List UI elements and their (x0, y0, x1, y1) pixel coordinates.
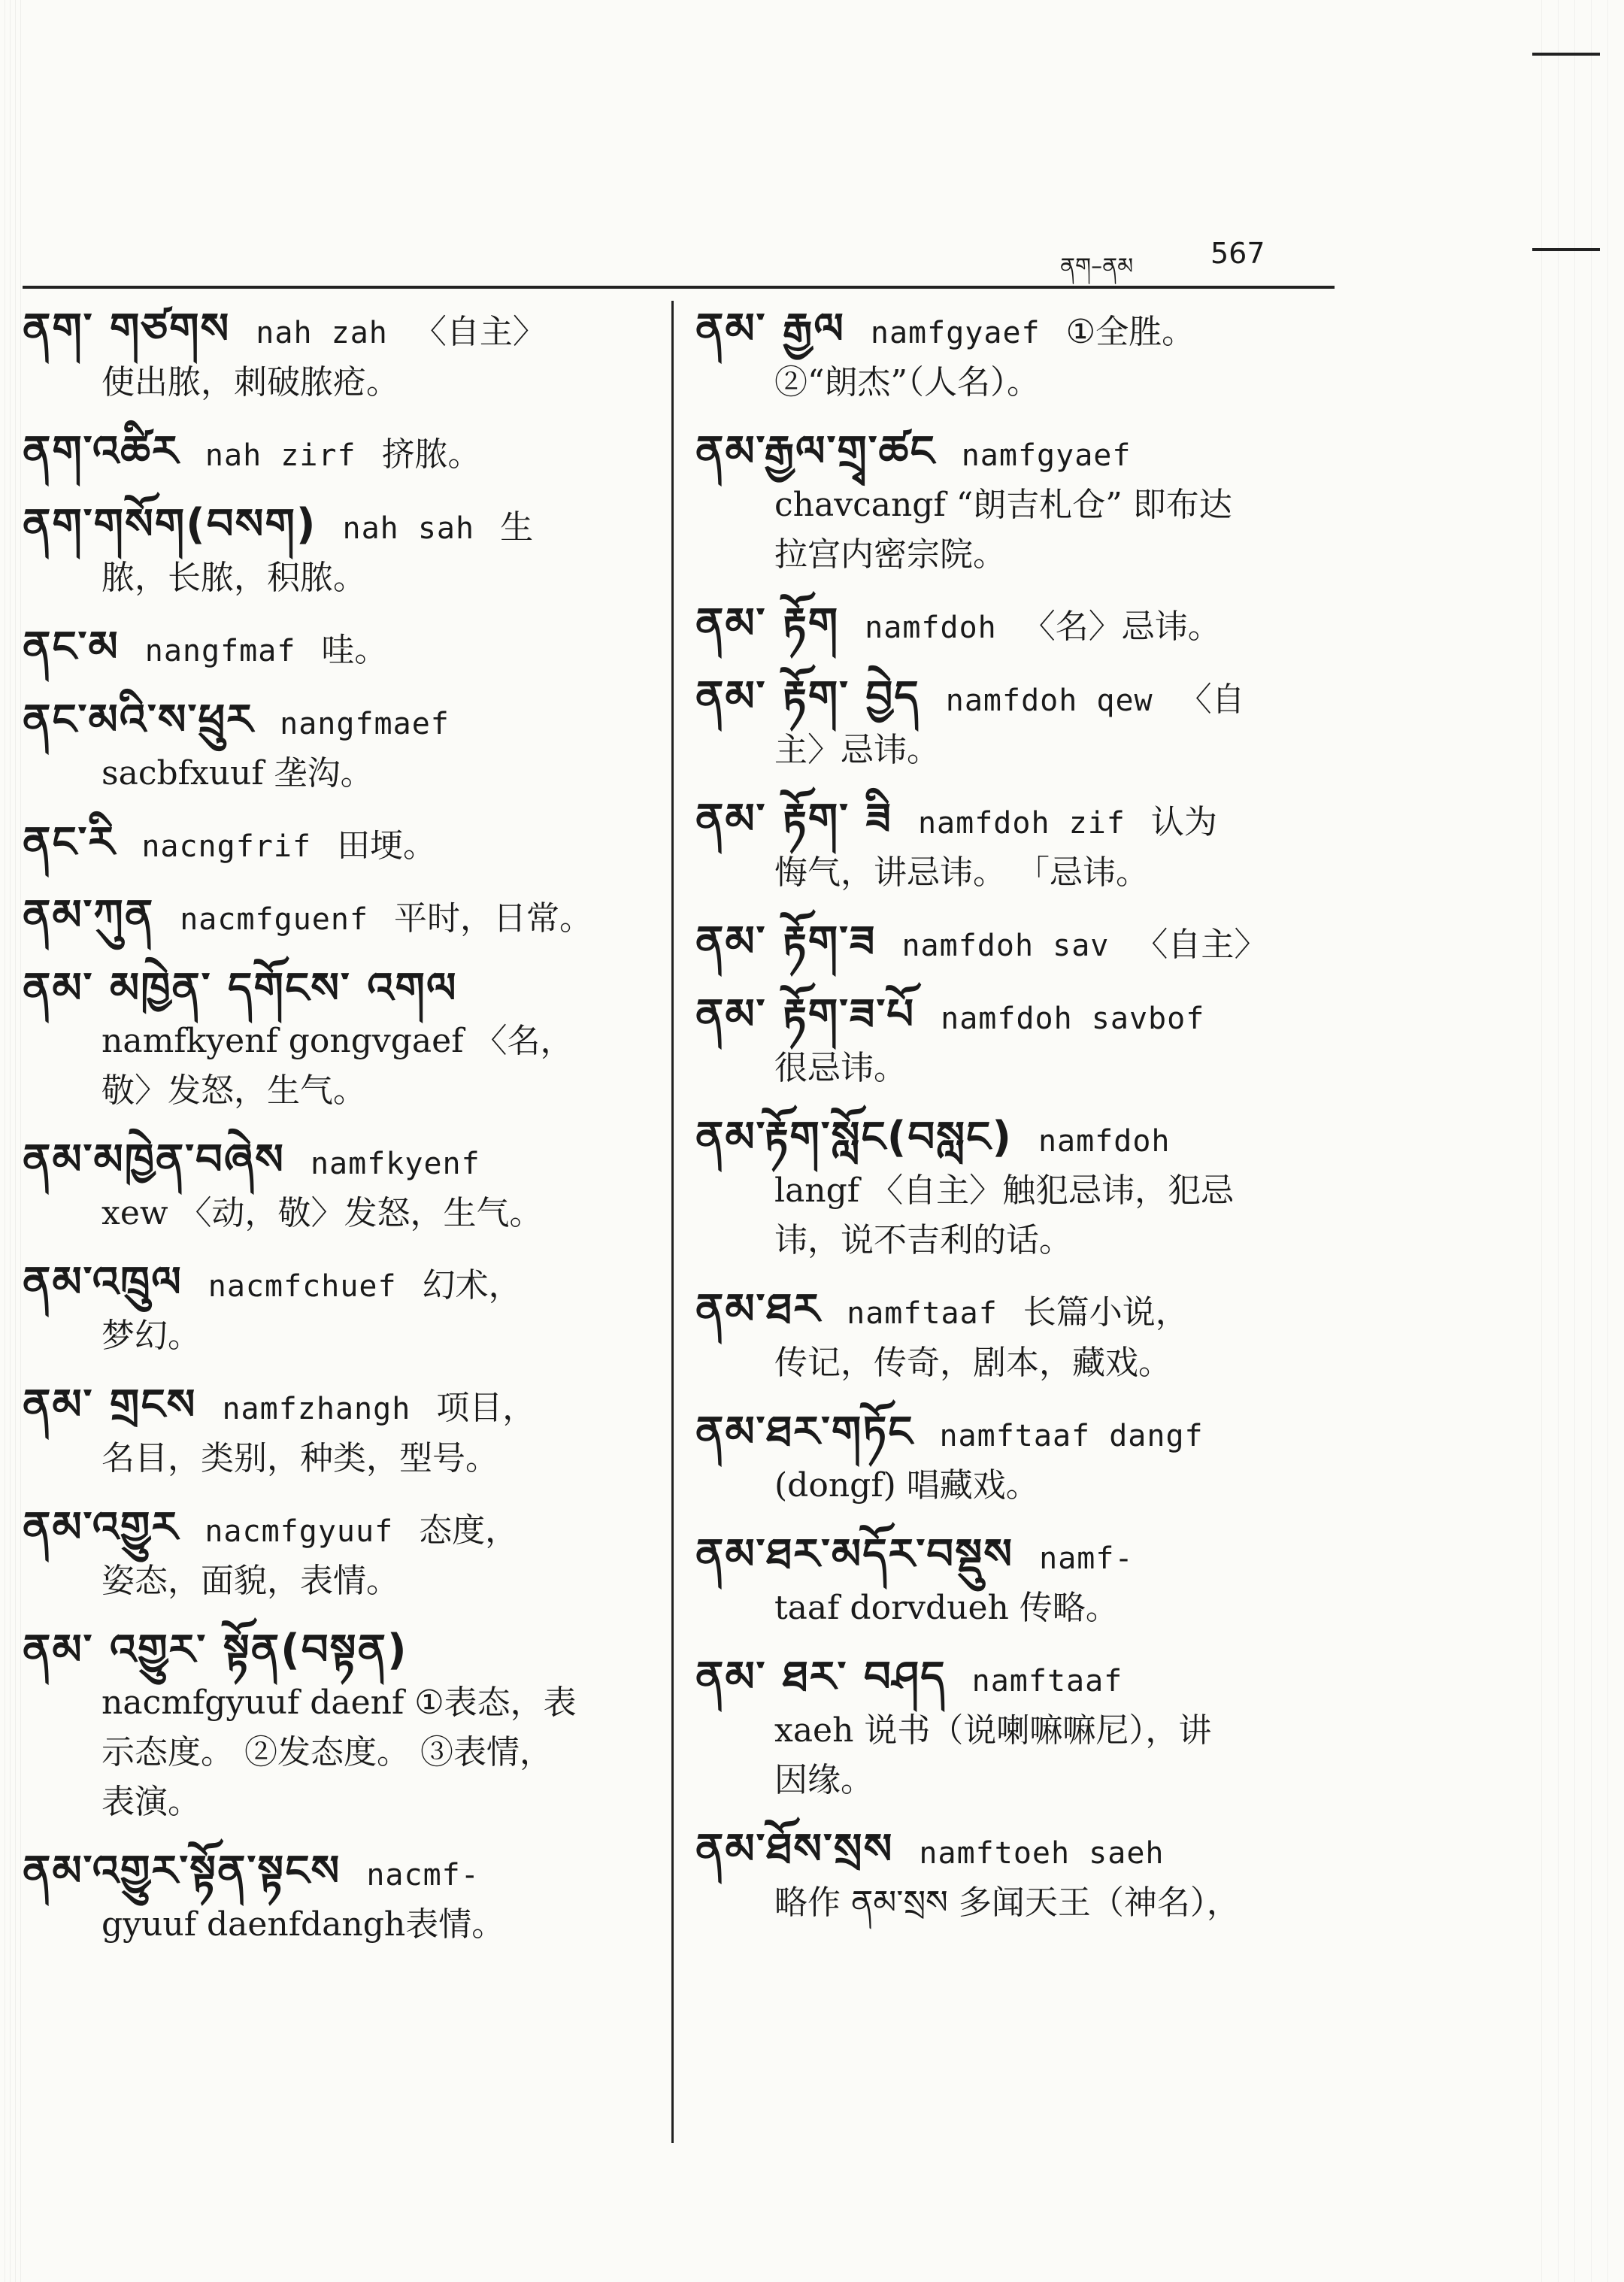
definition-continuation: 因缘。 (774, 1761, 874, 1799)
tibetan-headword: ནང་མའི་ས་ཕྲུར (23, 696, 255, 744)
dictionary-entry (23, 696, 647, 799)
definition: 〈自 (1178, 680, 1245, 719)
entry-headline (23, 427, 647, 480)
definition: 长篇小说， (1023, 1293, 1189, 1332)
romanization: namftoeh saeh (919, 1836, 1165, 1871)
definition-continuation: 很忌讳。 (774, 1049, 907, 1087)
definition-continuation: 梦幻。 (102, 1317, 201, 1355)
romanization: nah zirf (205, 438, 356, 473)
romanization: namftaaf (971, 1664, 1123, 1699)
header-range: ནག–ནམ (1060, 253, 1134, 280)
romanization: namfzhangh (222, 1392, 411, 1426)
romanization: namfdoh qew (945, 683, 1153, 718)
definition: 平时，日常。 (394, 899, 593, 938)
definition-continuation: taaf dorvdueh 传略。 (774, 1589, 1119, 1627)
page-number: 567 (1210, 237, 1265, 270)
scan-edge-left (0, 0, 23, 2282)
right-column (695, 305, 1331, 1947)
tibetan-headword: ནམ་ འགྱུར་ སྟོན(བསྟན) (23, 1626, 408, 1674)
entry-headline (695, 1408, 1331, 1461)
romanization: nacmf- (366, 1858, 480, 1893)
dictionary-entry (695, 990, 1331, 1093)
tibetan-headword: ནག་ གཙགས (23, 305, 231, 353)
dictionary-entry (23, 1503, 647, 1606)
romanization: namfkyenf (310, 1147, 480, 1181)
entry-headline (695, 599, 1331, 653)
definition-continuation: 略作 ནམ་སྲས 多闻天王（神名）， (774, 1883, 1240, 1922)
entry-headline (23, 964, 647, 1017)
definition-continuation: 姿态，面貌，表情。 (102, 1562, 399, 1600)
entry-headline (695, 305, 1331, 358)
definition-continuation: 使出脓，刺破脓疮。 (102, 363, 399, 402)
romanization: namf- (1039, 1541, 1134, 1576)
tibetan-headword: ནག་གསོག(བསག) (23, 500, 317, 549)
tibetan-headword: ནམ་ཐར་གཏོང (695, 1408, 914, 1456)
romanization: nangfmaef (280, 707, 450, 741)
definition: 态度， (419, 1511, 519, 1550)
dictionary-entry (695, 1653, 1331, 1805)
definition-continuation: namfkyenf gongvgaef 〈名， (102, 1022, 574, 1060)
tibetan-headword: ནམ་མཁྱེན་བཞེས (23, 1135, 285, 1184)
entry-headline (23, 891, 647, 944)
definition-continuation: 悔气，讲忌讳。 「忌讳。 (774, 853, 1149, 892)
dictionary-entry (695, 599, 1331, 653)
definition-continuation: ②“朗杰”（人名）。 (774, 363, 1040, 402)
page-header (1045, 237, 1361, 282)
dictionary-entry (695, 1530, 1331, 1633)
entry-headline (23, 1380, 647, 1434)
entry-headline (23, 696, 647, 749)
tibetan-headword: ནམ་འགྱུར (23, 1503, 180, 1552)
dictionary-entry (23, 1135, 647, 1238)
dictionary-entry (23, 1380, 647, 1483)
tibetan-headword: ནམ་ རྟོག་ ཟི (695, 795, 892, 844)
definition: 认为 (1150, 803, 1217, 841)
romanization: namfdoh (865, 611, 997, 645)
definition: 挤脓。 (381, 435, 481, 474)
tibetan-headword: ནམ་རྒྱལ་གྲྭ་ཚང (695, 427, 936, 476)
definition-continuation: 讳，说不吉利的话。 (774, 1221, 1072, 1259)
definition-continuation: xaeh 说书（说喇嘛嘛尼），讲 (774, 1711, 1212, 1750)
tibetan-headword: ནམ་ཐར་མདོར་བསྡུས (695, 1530, 1014, 1579)
dictionary-entry (23, 1626, 647, 1827)
entry-headline (23, 1503, 647, 1556)
tibetan-headword: ནམ་ མཁྱེན་ དགོངས་ འགལ (23, 964, 458, 1013)
romanization: namfgyaef (961, 438, 1132, 473)
entry-headline (695, 1653, 1331, 1706)
dictionary-entry (23, 1847, 647, 1950)
definition-continuation: 主〉忌讳。 (774, 731, 940, 769)
tibetan-headword: ནང་མ (23, 623, 120, 671)
tibetan-headword: ནམ་འགྱུར་སྟོན་སྟངས (23, 1847, 341, 1896)
left-column (23, 305, 647, 1969)
entry-headline (23, 500, 647, 553)
definition-continuation: nacmfgyuuf daenf ①表态，表 (102, 1683, 577, 1722)
romanization: namfdoh savbof (941, 1002, 1205, 1036)
tibetan-headword: ནམ་ རྟོག་ཟ (695, 917, 877, 966)
scan-edge-right (1534, 0, 1624, 2282)
dictionary-entry (695, 917, 1331, 971)
dictionary-entry (695, 1408, 1331, 1511)
romanization: nacngfrif (141, 829, 312, 864)
tibetan-headword: ནམ་རྟོག་སློང(བསླང) (695, 1113, 1013, 1162)
dictionary-entry (23, 305, 647, 408)
entry-headline (695, 1113, 1331, 1166)
definition-continuation: 拉宫内密宗院。 (774, 535, 1006, 574)
definition-continuation: sacbfxuuf 垄沟。 (102, 754, 374, 792)
romanization: namfgyaef (870, 316, 1041, 350)
definition-continuation: xew 〈动，敬〉发怒，生气。 (102, 1194, 543, 1232)
romanization: nacmfguenf (180, 902, 369, 937)
dictionary-entry (695, 427, 1331, 580)
definition: 〈自主〉 (413, 313, 546, 351)
entry-headline (23, 1135, 647, 1189)
dictionary-entry (23, 818, 647, 871)
definition: 项目， (436, 1389, 536, 1427)
romanization: nangfmaf (144, 634, 296, 668)
definition-continuation: 示态度。 ②发态度。 ③表情， (102, 1733, 553, 1771)
dictionary-entry (695, 1113, 1331, 1265)
tibetan-headword: ནང་རི (23, 818, 117, 867)
romanization: namfdoh zif (917, 806, 1126, 841)
romanization: nacmfchuef (208, 1269, 397, 1304)
entry-headline (695, 917, 1331, 971)
definition: 幻术， (422, 1266, 522, 1305)
definition: 生 (500, 508, 534, 547)
romanization: nah sah (342, 511, 475, 546)
column-separator (671, 301, 674, 2143)
romanization: namftaaf (847, 1296, 998, 1331)
definition-continuation: 敬〉发怒，生气。 (102, 1071, 366, 1110)
dictionary-entry (23, 1258, 647, 1361)
definition: 田埂。 (337, 826, 437, 865)
romanization: namfdoh (1038, 1124, 1171, 1159)
definition-continuation: 脓，长脓，积脓。 (102, 559, 366, 597)
definition: 哇。 (321, 631, 388, 669)
definition-continuation: gyuuf daenfdangh表情。 (102, 1905, 505, 1944)
entry-headline (695, 795, 1331, 848)
entry-headline (695, 1285, 1331, 1338)
tibetan-headword: ནམ་ རྟོག་ཟ་པོ (695, 990, 916, 1039)
entry-headline (23, 1847, 647, 1900)
dictionary-entry (695, 795, 1331, 898)
dictionary-entry (695, 305, 1331, 408)
dictionary-entry (23, 500, 647, 603)
entry-headline (695, 672, 1331, 726)
dictionary-entry (23, 427, 647, 480)
dictionary-entry (23, 964, 647, 1116)
edge-mark (1532, 248, 1600, 251)
edge-mark (1532, 53, 1600, 56)
romanization: namftaaf dangf (939, 1419, 1204, 1453)
definition-continuation: 表演。 (102, 1783, 201, 1821)
entry-headline (23, 1626, 647, 1678)
definition-continuation: 传记，传奇，剧本，藏戏。 (774, 1344, 1171, 1382)
tibetan-headword: ནམ་ཀུན (23, 891, 155, 940)
definition: 〈名〉忌讳。 (1022, 608, 1221, 646)
tibetan-headword: ནམ་ ཐར་ བཤད (695, 1653, 947, 1702)
entry-headline (23, 623, 647, 676)
definition: ①全胜。 (1065, 313, 1195, 351)
entry-headline (695, 1530, 1331, 1583)
header-rule (23, 286, 1335, 289)
dictionary-entry (695, 672, 1331, 775)
dictionary-entry (695, 1825, 1331, 1928)
tibetan-headword: ནམ་ཐོས་སྲས (695, 1825, 894, 1874)
romanization: nacmfgyuuf (205, 1514, 394, 1549)
definition-continuation: (dongf) 唱藏戏。 (774, 1466, 1039, 1505)
romanization: namfdoh sav (901, 929, 1110, 963)
entry-headline (23, 818, 647, 871)
tibetan-headword: ནམ་འཁྲུལ (23, 1258, 183, 1307)
tibetan-headword: ནག་འཚིར (23, 427, 180, 476)
tibetan-headword: ནམ་ རྟོག (695, 599, 840, 648)
entry-headline (695, 1825, 1331, 1878)
dictionary-entry (23, 623, 647, 676)
romanization: nah zah (256, 316, 388, 350)
definition: 〈自主〉 (1135, 926, 1268, 964)
entry-headline (695, 427, 1331, 480)
tibetan-headword: ནམ་ཐར (695, 1285, 822, 1334)
tibetan-headword: ནམ་ རྒྱལ (695, 305, 845, 353)
tibetan-headword: ནམ་ གྲངས (23, 1380, 197, 1429)
dictionary-entry (23, 891, 647, 944)
dictionary-entry (695, 1285, 1331, 1388)
definition-continuation: 名目，类别，种类，型号。 (102, 1439, 498, 1477)
definition-continuation: langf 〈自主〉触犯忌讳，犯忌 (774, 1171, 1235, 1210)
entry-headline (23, 305, 647, 358)
definition-continuation: chavcangf “朗吉札仓” 即布达 (774, 486, 1232, 524)
entry-headline (23, 1258, 647, 1311)
tibetan-headword: ནམ་ རྟོག་ བྱེད (695, 672, 920, 721)
entry-headline (695, 990, 1331, 1044)
